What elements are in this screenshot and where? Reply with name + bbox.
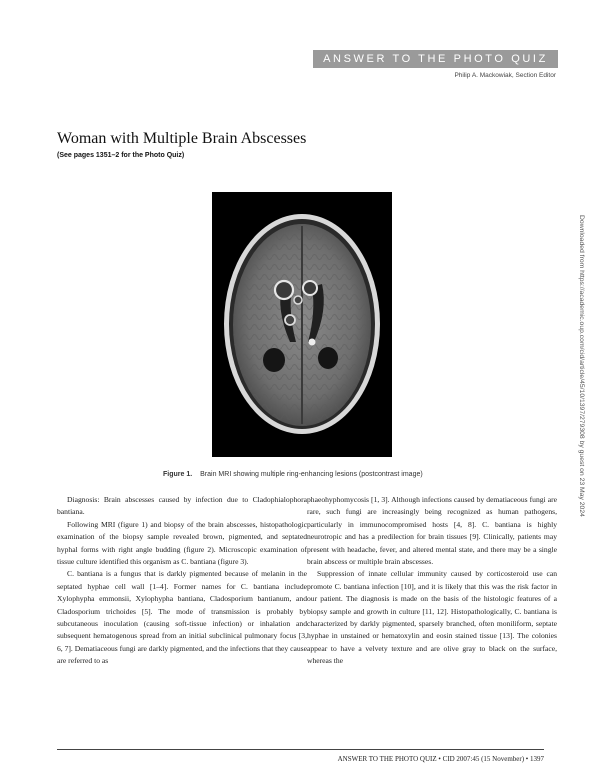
body-column-right bbox=[307, 494, 557, 668]
paragraph: Suppression of innate cellular immunity caused by corticosteroid use can promote C. bantiana infection [10], and it is likely that this was the risk factor in our patient. The diagnosis is made on the basis of the histologic features of a biopsy sample and growth in culture [11, 12]. Histopathologically, C. bantiana is characterized by darkly pigmented, sparsely branched, often moniliform, septate hyphae in unstained or hematoxylin and eosin stained tissue [13]. The colonies appear to have a velvety texture and are olive gray to black on the surface, whereas the bbox=[307, 569, 557, 666]
ring-lesion bbox=[303, 281, 317, 295]
ring-lesion bbox=[285, 315, 295, 325]
article-subtitle: (See pages 1351–2 for the Photo Quiz) bbox=[57, 152, 185, 159]
occipital-horn bbox=[318, 347, 338, 369]
paragraph: C. bantiana is a fungus that is darkly pigmented because of melanin in the septated hyphae cell wall [1–4]. Former names for C. bantiana include Xylophypha emmonsii, Xylophypha bantiana, Cladosporium bantianum, and Cladosporium trichoides [5]. The mode of transmission is probably by subcutaneous inoculation (causing soft-tissue infection) or inhalation and subsequent hematogenous spread from an initial subclinical pulmonary focus [3, 6, 7]. Dematiaceous fungi are darkly pigmented, and the infections that they cause are referred to as bbox=[57, 569, 307, 666]
paragraph: Diagnosis: Brain abscesses caused by infection due to Cladophialophora bantiana. bbox=[57, 495, 307, 517]
brain-mri-image bbox=[212, 192, 392, 457]
lesion-spot bbox=[309, 339, 316, 346]
occipital-horn bbox=[263, 348, 285, 372]
section-banner: ANSWER TO THE PHOTO QUIZ bbox=[313, 50, 558, 68]
figure-label: Figure 1. bbox=[163, 471, 193, 478]
figure-caption bbox=[163, 471, 423, 478]
page-footer: ANSWER TO THE PHOTO QUIZ • CID 2007:45 (15 November) • 1397 bbox=[337, 755, 544, 763]
ring-lesion bbox=[275, 281, 293, 299]
footer-rule bbox=[57, 749, 544, 750]
paragraph: Following MRI (figure 1) and biopsy of the brain abscesses, histopathologic examination of the biopsy sample revealed brown, pigmented, and septated hyphal forms with right angle budding (figure 2). Microscopic examination of tissue culture identified this organism as C. bantiana (figure 3). bbox=[57, 519, 307, 567]
body-column-left bbox=[57, 494, 307, 668]
section-editor: Philip A. Mackowiak, Section Editor bbox=[454, 72, 556, 79]
download-notice: Downloaded from https://academic.oup.com/cid/article/45/10/1397/279308 by guest on 23 May 2024 bbox=[578, 215, 585, 517]
brain-mri-figure bbox=[212, 192, 392, 457]
article-title: Woman with Multiple Brain Abscesses bbox=[57, 130, 307, 147]
figure-caption-text: Brain MRI showing multiple ring-enhancing lesions (postcontrast image) bbox=[200, 471, 423, 478]
ring-lesion bbox=[294, 296, 302, 304]
paragraph: phaeohyphomycosis [1, 3]. Although infections caused by dematiaceous fungi are rare, such fungi are increasingly being recognized as human pathogens, particularly in immunocompromised hosts [4, 8]. C. bantiana is highly neurotropic and has a predilection for brain tissues [9]. Clinically, patients may present with headache, fever, and altered mental state, and there may be a single brain abscess or multiple brain abscesses. bbox=[307, 495, 557, 567]
